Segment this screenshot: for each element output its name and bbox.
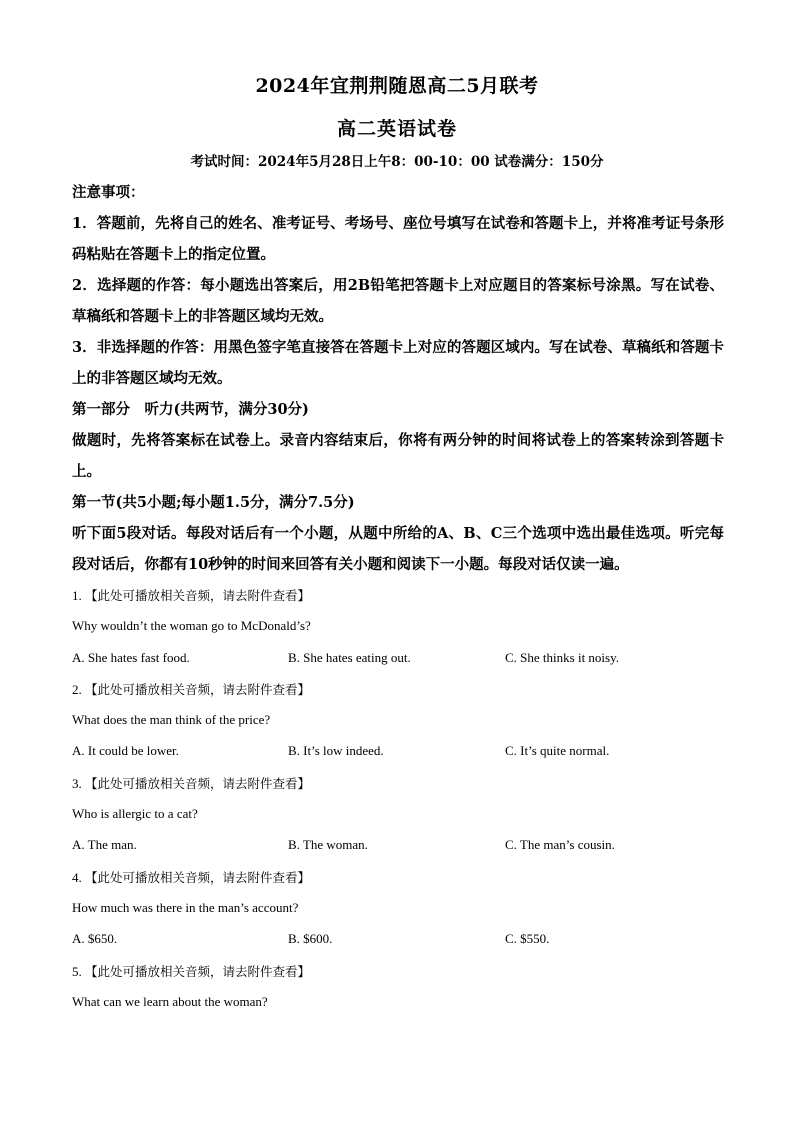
audio-note: 【此处可播放相关音频，请去附件查看】 [85, 964, 311, 979]
exam-title: 2024年宜荆荆随恩高二5月联考 [255, 75, 539, 97]
section1-heading: 第一节(共5小题;每小题1.5分，满分7.5分) [72, 494, 355, 511]
question-number: 4. [72, 870, 82, 885]
option-b: B. She hates eating out. [288, 650, 411, 665]
exam-subtitle: 高二英语试卷 [336, 118, 457, 140]
option-a: A. She hates fast food. [72, 650, 190, 665]
question-1-audio [72, 586, 310, 604]
option-b: B. The woman. [288, 837, 368, 852]
question-5-audio [72, 962, 310, 980]
question-number: 5. [72, 964, 82, 979]
audio-note: 【此处可播放相关音频，请去附件查看】 [85, 870, 311, 885]
question-number: 1. [72, 588, 82, 603]
notice-heading: 注意事项： [72, 184, 145, 201]
question-number: 3. [72, 776, 82, 791]
notice-item-1: 1．答题前，先将自己的姓名、准考证号、考场号、座位号填写在试卷和答题卡上，并将准考证号条形码粘贴在答题卡上的指定位置。 [72, 215, 724, 263]
notice-item-3: 3．非选择题的作答：用黑色签字笔直接答在答题卡上对应的答题区域内。写在试卷、草稿纸和答题卡上的非答题区域均无效。 [72, 339, 724, 387]
option-a: A. $650. [72, 931, 118, 946]
option-c: C. She thinks it noisy. [505, 650, 620, 665]
question-4-audio [72, 868, 310, 886]
option-c: C. The man’s cousin. [505, 837, 615, 852]
question-5-text: What can we learn about the woman? [72, 994, 268, 1009]
question-3-audio [72, 774, 310, 792]
listening-questions [72, 586, 724, 1016]
option-c: C. It’s quite normal. [505, 743, 610, 758]
question-1-text: Why wouldn’t the woman go to McDonald’s? [72, 618, 311, 633]
question-4-text: How much was there in the man’s account? [72, 900, 299, 915]
audio-note: 【此处可播放相关音频，请去附件查看】 [85, 776, 311, 791]
question-2-text: What does the man think of the price? [72, 712, 271, 727]
part1-instruction: 做题时，先将答案标在试卷上。录音内容结束后，你将有两分钟的时间将试卷上的答案转涂到答题卡上。 [72, 432, 724, 480]
audio-note: 【此处可播放相关音频，请去附件查看】 [85, 588, 311, 603]
option-b: B. $600. [288, 931, 333, 946]
option-a: A. It could be lower. [72, 743, 179, 758]
question-2-audio [72, 680, 310, 698]
option-a: A. The man. [72, 837, 137, 852]
option-c: C. $550. [505, 931, 550, 946]
instructions-block [72, 177, 724, 580]
exam-info: 考试时间：2024年5月28日上午8：00-10：00 试卷满分：150分 [190, 154, 604, 170]
section1-instruction: 听下面5段对话。每段对话后有一个小题，从题中所给的A、B、C三个选项中选出最佳选项。听完每段对话后，你都有10秒钟的时间来回答有关小题和阅读下一小题。每段对话仅读一遍。 [72, 525, 724, 573]
option-b: B. It’s low indeed. [288, 743, 384, 758]
question-number: 2. [72, 682, 82, 697]
notice-item-2: 2．选择题的作答：每小题选出答案后，用2B铅笔把答题卡上对应题目的答案标号涂黑。写在试卷、草稿纸和答题卡上的非答题区域均无效。 [72, 277, 724, 325]
audio-note: 【此处可播放相关音频，请去附件查看】 [85, 682, 311, 697]
question-3-text: Who is allergic to a cat? [72, 806, 198, 821]
part1-heading: 第一部分 听力(共两节，满分30分) [72, 401, 309, 418]
